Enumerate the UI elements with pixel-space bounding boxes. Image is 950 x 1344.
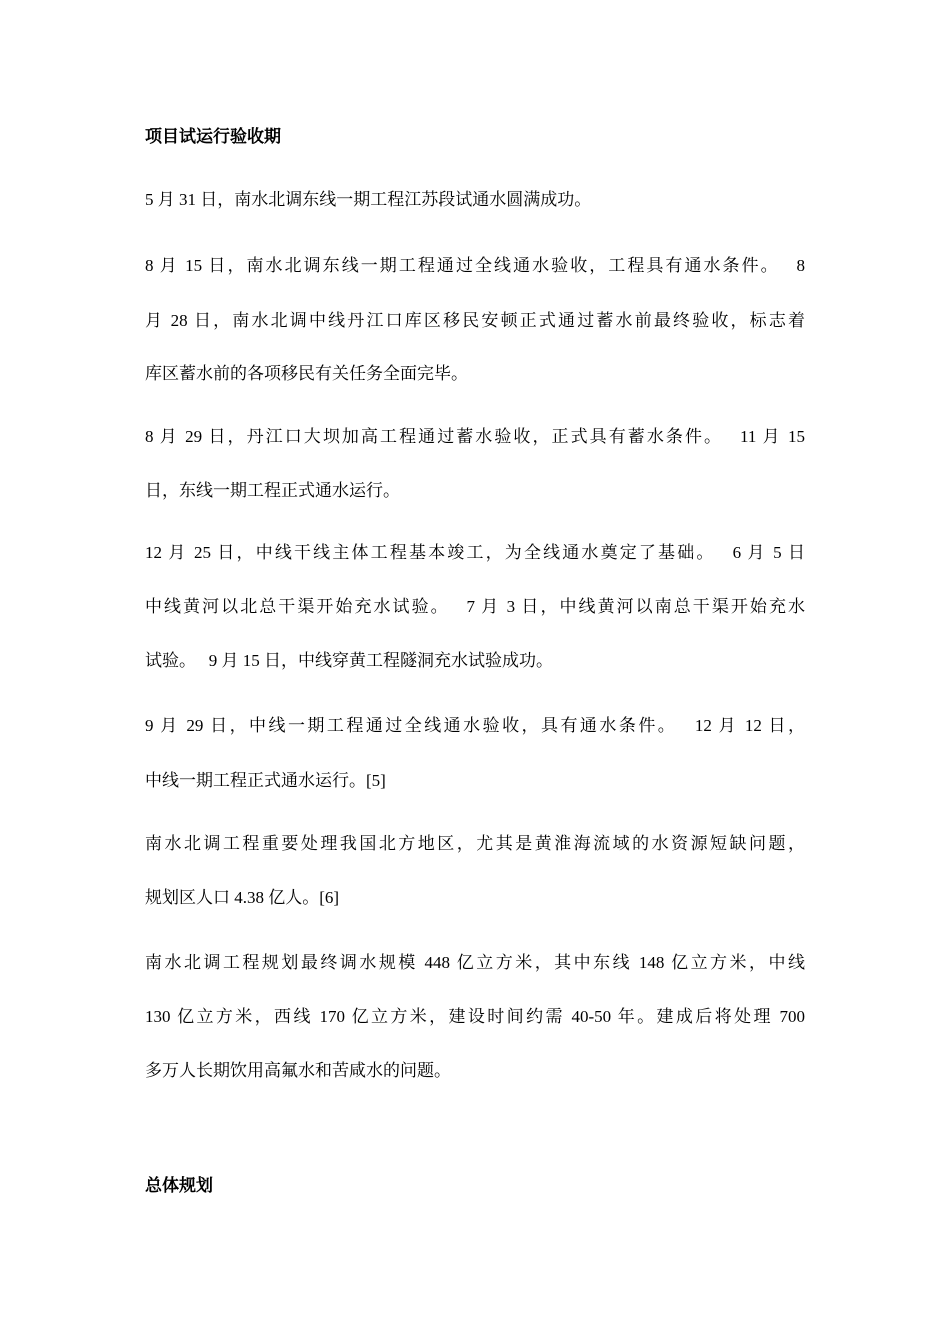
paragraph-line-10: 9 月 29 日，中线一期工程通过全线通水验收，具有通水条件。 12 月 12 日， [145, 716, 805, 735]
paragraph-line-7: 12 月 25 日，中线干线主体工程基本竣工，为全线通水奠定了基础。 6 月 5 日 [145, 543, 805, 562]
paragraph-line-15: 130 亿立方米，西线 170 亿立方米，建设时间约需 40-50 年。建成后将处理 700 [145, 1007, 805, 1026]
section-heading-overall-plan: 总体规划 [145, 1176, 213, 1195]
paragraph-line-3: 月 28 日，南水北调中线丹江口库区移民安顿正式通过蓄水前最终验收，标志着 [145, 311, 805, 330]
paragraph-line-1: 5 月 31 日，南水北调东线一期工程江苏段试通水圆满成功。 [145, 190, 592, 209]
paragraph-line-5: 8 月 29 日，丹江口大坝加高工程通过蓄水验收，正式具有蓄水条件。 11 月 15 [145, 427, 805, 446]
paragraph-line-12: 南水北调工程重要处理我国北方地区，尤其是黄淮海流域的水资源短缺问题， [145, 834, 805, 853]
paragraph-line-6: 日，东线一期工程正式通水运行。 [145, 481, 400, 500]
paragraph-line-11: 中线一期工程正式通水运行。[5] [145, 771, 386, 790]
paragraph-line-16: 多万人长期饮用高氟水和苦咸水的问题。 [145, 1061, 451, 1080]
paragraph-line-14: 南水北调工程规划最终调水规模 448 亿立方米，其中东线 148 亿立方米，中线 [145, 953, 805, 972]
paragraph-line-13: 规划区人口 4.38 亿人。[6] [145, 888, 340, 907]
section-heading-trial-acceptance: 项目试运行验收期 [145, 127, 281, 146]
paragraph-line-4: 库区蓄水前的各项移民有关任务全面完毕。 [145, 364, 468, 383]
paragraph-line-2: 8 月 15 日，南水北调东线一期工程通过全线通水验收，工程具有通水条件。 8 [145, 256, 805, 275]
paragraph-line-9: 试验。 9 月 15 日，中线穿黄工程隧洞充水试验成功。 [145, 651, 553, 670]
paragraph-line-8: 中线黄河以北总干渠开始充水试验。 7 月 3 日，中线黄河以南总干渠开始充水 [145, 597, 805, 616]
